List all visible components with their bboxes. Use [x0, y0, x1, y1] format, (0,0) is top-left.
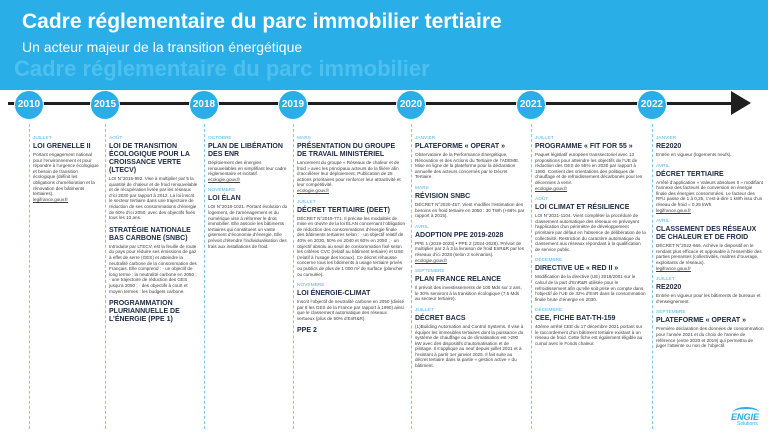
event-link[interactable]: legifrance.gouv.fr — [33, 196, 68, 202]
event-title: CEE, FICHE BAT-TH-159 — [535, 315, 616, 323]
event-title: PPE 2 — [297, 327, 317, 335]
event-date: AOÛT — [109, 136, 123, 141]
timeline-divider — [531, 124, 532, 429]
event-title: CLASSEMENT DES RÉSEAUX DE CHALEUR ET DE FROID — [656, 226, 757, 242]
year-marker-2018: 2018 — [189, 90, 219, 120]
event-card — [656, 164, 764, 214]
event-card — [415, 136, 525, 180]
column-2015 — [109, 136, 199, 330]
event-card — [33, 136, 99, 202]
engie-logo — [731, 412, 765, 432]
timeline — [0, 86, 768, 126]
timeline-divider — [105, 124, 106, 429]
event-link[interactable]: ecologie.gouv.fr — [415, 257, 448, 263]
event-date: OCTOBRE — [208, 136, 232, 141]
event-body: DÉCRET N°2022-666. Achève le dispositif en le rendant plus efficace et opposable à l’ensemble des parties prenantes (collectivités, maîtres d’ouvrage, exploitants de réseaux). — [656, 243, 762, 265]
event-body: Il prévoit des investissements de 100 Mds sur 2 ans, le 30% serviront à la transition écologique (7,5 Mds au secteur tertiaire). — [415, 285, 522, 302]
timeline-arrow-icon — [731, 91, 751, 115]
event-body: (1)Building Automation and Control Systems. Il vise à équiper les immeubles tertiaires dont la puissance du système de chauffage ou de climatisation est >290 kW avec des dispositifs d’automatisation et de pilotage. Il s’applique au neuf depuis juillet 2021 et à l’existant à partir 1er janvier 2025. Il fait suite au décret tertiaire dans la partie « gestion active » du bâtiment. — [415, 323, 524, 369]
event-title: PRÉSENTATION DU GROUPE DE TRAVAIL MINISTÉRIEL — [297, 143, 396, 158]
event-title: PROGRAMMATION PLURIANNUELLE DE L’ÉNERGIE (PPE 1) — [109, 300, 180, 324]
event-card — [415, 269, 525, 302]
event-card — [208, 136, 288, 182]
header-banner — [0, 0, 768, 90]
event-title: LOI CLIMAT ET RÉSILIENCE — [535, 204, 630, 212]
event-date: JUILLET — [297, 199, 316, 205]
event-title: LOI GRENELLE II — [33, 143, 91, 150]
event-body: Introduite par LTECV, est la feuille de route du pays pour réduire ses émissions de gaz à effet de serre (GES) et atteindre la neutralité carbone de la consommation des Français. Elle comprend : · un objectif de long terme : la neutralité carbone en 2050 ; · une trajectoire de réduction des GES jusqu’à 2050 ; · des objectifs à court et moyen termes : les budgets carbone. — [109, 243, 197, 294]
timeline-divider — [411, 124, 412, 429]
event-body: Entrée en vigueur (logements neufs). — [656, 152, 732, 157]
event-card — [656, 277, 764, 304]
event-title: PLATEFORME « OPERAT » — [656, 317, 746, 325]
event-card — [415, 308, 525, 369]
event-body: 40ème arrêté CEE du 17 décembre 2021 portant sur le raccordement d’un bâtiment tertiaire existant à un réseau de froid. Cette fiche est également éligible au cumul avec le Fonds chaleur. — [535, 324, 643, 347]
column-2022 — [656, 136, 764, 355]
year-marker-2020: 2020 — [396, 90, 426, 120]
event-date: JUILLET — [656, 277, 675, 283]
logo-sub: Solutions — [737, 421, 758, 427]
event-date: JANVIER — [415, 136, 436, 141]
event-title: DÉCRET BACS — [415, 314, 466, 322]
timeline-divider — [293, 124, 294, 429]
event-body: Première déclaration des données de consommation pour l’année 2021 et du choix de l’année de référence (entre 2020 et 2019) qui permettra de juger l’atteinte ou non de l’objectif. — [656, 326, 764, 349]
event-body: Lancement du groupe « Réseaux de chaleur et de froid » avec les principaux acteurs de la filière afin d’accélérer leur déploiement. Publication de 25 actions prioritaires pour renforcer leur attractivité et leur compétitivité. — [297, 160, 401, 188]
event-date: DÉCEMBRE — [535, 258, 563, 264]
event-date: NOVEMBRE — [208, 188, 236, 194]
event-date: DÉCEMBRE — [535, 308, 563, 314]
event-card — [109, 300, 199, 324]
event-title: PLATEFORME « OPERAT » — [415, 143, 505, 150]
column-2020 — [415, 136, 525, 375]
year-marker-2010: 2010 — [14, 90, 44, 120]
event-body: Inscrit l’objectif de neutralité carbone en 2050 (divisé par 6 les GES de la France par rapport à 1990) ainsi que le classement automatique des réseaux vertueux (plus de 50% d’EnR&R). — [297, 299, 404, 321]
event-card — [656, 219, 764, 271]
event-date: SEPTEMBRE — [415, 269, 445, 275]
timeline-divider — [29, 124, 30, 429]
event-link[interactable]: ecologie.gouv.fr — [535, 185, 568, 191]
event-card — [415, 225, 525, 263]
event-title: LOI ÉNERGIE-CLIMAT — [297, 290, 371, 298]
event-body: LOI N°2021-1104. Vient compléter la procédure de classement automatique des réseaux en prévoyant l’application d’un périmètre de développement prioritaire par défaut en l’absence de délibération de la collectivité. Restriction du caractère automatique du classement aux réseaux répondant à la qualification de service public. — [535, 213, 646, 252]
page-subtitle: Un acteur majeur de la transition énergétique — [22, 39, 303, 55]
event-link[interactable]: ecologie.gouv.fr — [297, 187, 330, 193]
event-body: Déploiement des énergies renouvelables en simplifiant leur cadre réglementaire et incitatif. — [208, 160, 287, 177]
event-card — [656, 136, 764, 158]
event-title: RÉVISION SNBC — [415, 192, 471, 200]
event-date: JUILLET — [535, 136, 554, 141]
event-body: DÉCRET N°2020-457. Vient modifier l’estimation des besoins en froid tertiaire en 2050 : 30 TWh (+68% par rapport à 2015). — [415, 201, 525, 219]
event-body: Portant engagement national pour l’environnement et pour répondre à l’urgence écologique et besoin de transition écologique (définit les obligations d’amélioration et la rénovation des bâtiments tertiaires). — [33, 152, 99, 197]
event-link[interactable]: ecologie.gouv.fr — [208, 176, 241, 182]
logo-arc-icon — [733, 407, 759, 417]
event-title: RE2020 — [656, 143, 682, 150]
event-body: LOI N°2015-992. Vise à multiplier par 5 la quantité de chaleur et de froid renouvelable et de récupération livrée par les réseaux d’ici 2030 par rapport à 2012. La loi inscrit le secteur tertiaire dans une trajectoire de réduction de ses consommations d’énergie de 60% d’ici 2050, avec des objectifs fixés tous les 10 ans. — [109, 176, 198, 221]
event-card — [656, 310, 764, 348]
event-title: PROGRAMME « FIT FOR 55 » — [535, 143, 633, 150]
event-title: RE2020 — [656, 284, 682, 292]
event-date: AVRIL — [656, 163, 670, 169]
event-card — [297, 283, 405, 321]
event-body: Paquet législatif européen transsectoriel avec 13 propositions pour atteindre les objectifs de l’UE de réduction des GES de 55% en 2030 par rapport à 1990. Contient des orientations des politiques de chauffage et de refroidissement décarbonés pour les décennies à venir. — [535, 152, 643, 185]
event-link[interactable]: legifrance.gouv.fr — [656, 207, 691, 213]
event-link[interactable]: legifrance.gouv.fr — [656, 265, 691, 271]
event-card — [535, 136, 647, 191]
event-body: Entrée en vigueur pour les bâtiments de bureaux et d’enseignement. — [656, 293, 761, 304]
event-card — [297, 327, 405, 335]
event-title: PLAN FRANCE RELANCE — [415, 276, 501, 284]
event-body: DÉCRET N°2019-771. Il précise les modalités de mise en œuvre de la loi ÉLAN concernant l’obligation de réduction des consommations d’énergie finale des bâtiments tertiaires selon : · un objectif relatif de 40% en 2030, 50% en 2040 et 60% en 2050 ; · un objectif absolu au seuil de consommation fixé selon les critères CVC (relatif au bâtiment tertiaire) et USE (relatif à l’usage des locaux). Ce décret réhausse concerne tous les bâtiments à usage tertiaire privés ou publics de plus de 1 000 m² de surface (plancher ou cumulée). — [297, 215, 406, 277]
event-card — [297, 200, 405, 278]
year-marker-2022: 2022 — [637, 90, 667, 120]
event-card — [109, 227, 199, 294]
column-2010 — [33, 136, 99, 208]
event-title: LOI ÉLAN — [208, 195, 241, 203]
column-2018 — [208, 136, 288, 255]
event-card — [297, 136, 405, 194]
event-date: MARS — [415, 185, 429, 191]
logo-name: ENGIE — [731, 412, 760, 422]
header-watermark-text: Cadre réglementaire du parc immobilier — [14, 56, 430, 81]
event-date: NOVEMBRE — [297, 283, 325, 289]
event-date: JUILLET — [415, 307, 434, 313]
year-marker-2015: 2015 — [90, 90, 120, 120]
event-body: LOI N°2018-1021. Portant évolution du logement, de l’aménagement et du numérique vise à réformer le droit immobilier. Elle associe les bâtiments tertiaires qui constituent un vaste gisement d’économie d’énergie. Elle prévoit d’étendre l’individualisation des frais aux installations de froid. — [208, 204, 288, 249]
year-marker-2021: 2021 — [516, 90, 546, 120]
event-body: Observatoire de la Performance Énergétique, Rénovation et des Actions du Tertiaire de l’ADEME. Mise en ligne de la plateforme pour la déclaration annuelle des acteurs concernés par le Décret Tertiaire. — [415, 152, 520, 180]
event-date: AVRIL — [415, 224, 429, 230]
event-title: ADOPTION PPE 2019-2028 — [415, 231, 504, 239]
event-card — [208, 188, 288, 249]
column-2019 — [297, 136, 405, 341]
event-date: AVRIL — [656, 219, 670, 225]
event-date: SEPTEMBRE — [656, 310, 686, 316]
event-title: PLAN DE LIBÉRATION DES ENR — [208, 143, 283, 158]
event-date: AOÛT — [535, 197, 549, 203]
event-title: LOI DE TRANSITION ÉCOLOGIQUE POUR LA CROISSANCE VERTE (LTECV) — [109, 143, 190, 174]
column-2021 — [535, 136, 647, 353]
event-card — [535, 197, 647, 252]
event-body: Arrêté d’application « Valeurs absolues II » modifiant l’annexe des facteurs de conversion en énergie finale des énergies consommées. Le facteur des RFU passe de 1 à 0,25, c’est-à-dire 1 kWh issu d’un réseau de froid = 0,25 kWh. — [656, 179, 763, 207]
year-marker-2019: 2019 — [278, 90, 308, 120]
event-title: DÉCRET TERTIAIRE — [656, 170, 724, 178]
event-title: STRATÉGIE NATIONALE BAS CARBONE (SNBC) — [109, 226, 191, 242]
event-date: JUILLET — [33, 136, 52, 141]
timeline-divider — [652, 124, 653, 429]
event-title: DIRECTIVE UE « RED II » — [535, 265, 619, 273]
event-body: Modification de la directive (UE) 2018/2001 sur le calcul de la part d’EnR&R utilisée pour le refroidissement afin qu’elle soit prise en compte dans l’objectif de l’UE de 32% d’EnR dans la consommation finale brute d’énergie en 2030. — [535, 274, 646, 302]
event-body: PPE 1 (2019-2023) • PPE 2 (2024-2028). Prévoit de multiplier par 2 à 3 la livraison de froid EnR&R par les réseaux d’ici 2028 (selon 2 scénarios). — [415, 240, 525, 257]
page-title: Cadre réglementaire du parc immobilier tertiaire — [22, 10, 502, 33]
event-title: DÉCRET TERTIAIRE (DEET) — [297, 206, 390, 214]
event-card — [535, 308, 647, 346]
event-card — [415, 186, 525, 219]
timeline-divider — [204, 124, 205, 429]
event-card — [109, 136, 199, 221]
event-date: MARS — [297, 136, 311, 141]
event-date: JANVIER — [656, 136, 677, 141]
event-card — [535, 258, 647, 302]
